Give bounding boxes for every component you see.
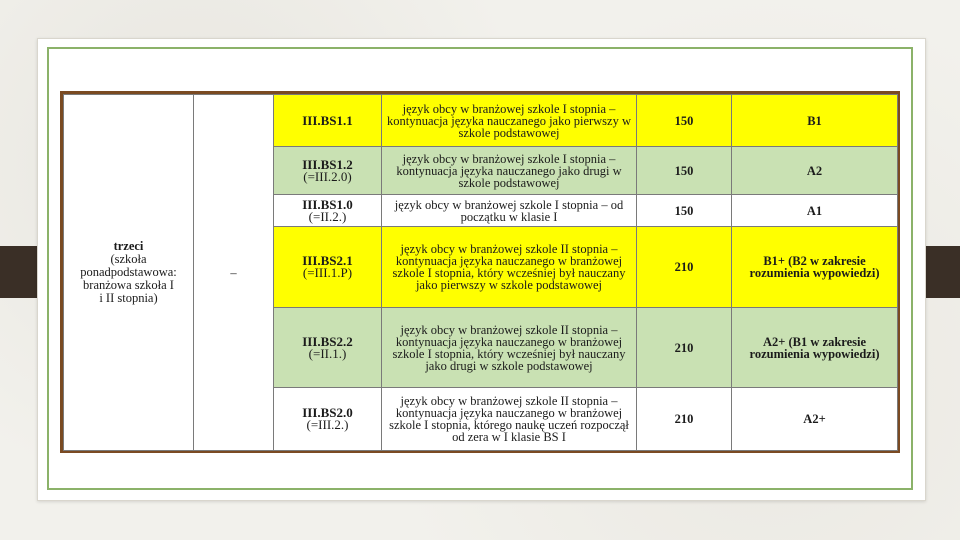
description-cell: język obcy w branżowej szkole I stopnia – kontynuacja języka nauczanego jako drugi w szkole podstawowej	[382, 147, 637, 195]
language-level-cell: A2+ (B1 w zakresie rozumienia wypowiedzi)	[732, 308, 898, 388]
curriculum-table	[63, 94, 898, 451]
code-note: (=III.1.P)	[302, 265, 353, 280]
curriculum-table-frame	[60, 91, 900, 453]
code-text: III.BS1.1	[302, 112, 353, 128]
description-cell: język obcy w branżowej szkole I stopnia – od początku w klasie I	[382, 195, 637, 227]
education-level-line: ponadpodstawowa:	[80, 265, 177, 279]
code-cell	[274, 147, 382, 195]
hours-cell: 150	[637, 195, 732, 227]
code-text: III.BS1.2	[302, 156, 353, 172]
code-text: III.BS2.2	[302, 333, 353, 349]
language-level-cell: B1	[732, 95, 898, 147]
education-level-name: trzeci	[113, 239, 144, 253]
hours-cell: 210	[637, 227, 732, 308]
code-text: III.BS2.1	[302, 253, 353, 268]
hours-cell: 150	[637, 147, 732, 195]
code-cell	[274, 227, 382, 308]
description-cell: język obcy w branżowej szkole II stopnia – kontynuacja języka nauczanego w branżowej szkole I stopnia, którego naukę uczeń rozpoczął od zera w I klasie BS I	[382, 388, 637, 451]
language-level-cell: A1	[732, 195, 898, 227]
dash-text: –	[230, 265, 237, 280]
language-level-cell: A2+	[732, 388, 898, 451]
code-cell	[274, 388, 382, 451]
code-cell	[274, 308, 382, 388]
education-level-line: i II stopnia)	[99, 291, 158, 305]
hours-cell: 210	[637, 388, 732, 451]
code-note: (=II.2.)	[308, 208, 347, 224]
description-cell: język obcy w branżowej szkole II stopnia – kontynuacja języka nauczanego w branżowej szkole I stopnia, który wcześniej był nauczany jako drugi w szkole podstawowej	[382, 308, 637, 388]
language-level-cell: B1+ (B2 w zakresie rozumienia wypowiedzi)	[732, 227, 898, 308]
hours-cell: 210	[637, 308, 732, 388]
language-level-cell: A2	[732, 147, 898, 195]
code-cell	[274, 95, 382, 147]
code-text: III.BS2.0	[302, 405, 353, 420]
education-level-line: (szkoła	[110, 252, 147, 266]
education-level-line: branżowa szkoła I	[83, 278, 174, 292]
code-note: (=III.2.0)	[303, 168, 352, 184]
code-cell	[274, 195, 382, 227]
description-cell: język obcy w branżowej szkole II stopnia – kontynuacja języka nauczanego w branżowej szkole I stopnia, który wcześniej był nauczany jako pierwszy w szkole podstawowej	[382, 227, 637, 308]
description-cell: język obcy w branżowej szkole I stopnia – kontynuacja języka nauczanego jako pierwszy w szkole podstawowej	[382, 95, 637, 147]
hours-cell: 150	[637, 95, 732, 147]
table-row	[64, 95, 898, 147]
education-level-cell	[64, 95, 194, 451]
code-note: (=III.2.)	[306, 417, 349, 432]
code-note: (=II.1.)	[308, 345, 347, 361]
dash-cell	[194, 95, 274, 451]
code-text: III.BS1.0	[302, 196, 353, 212]
